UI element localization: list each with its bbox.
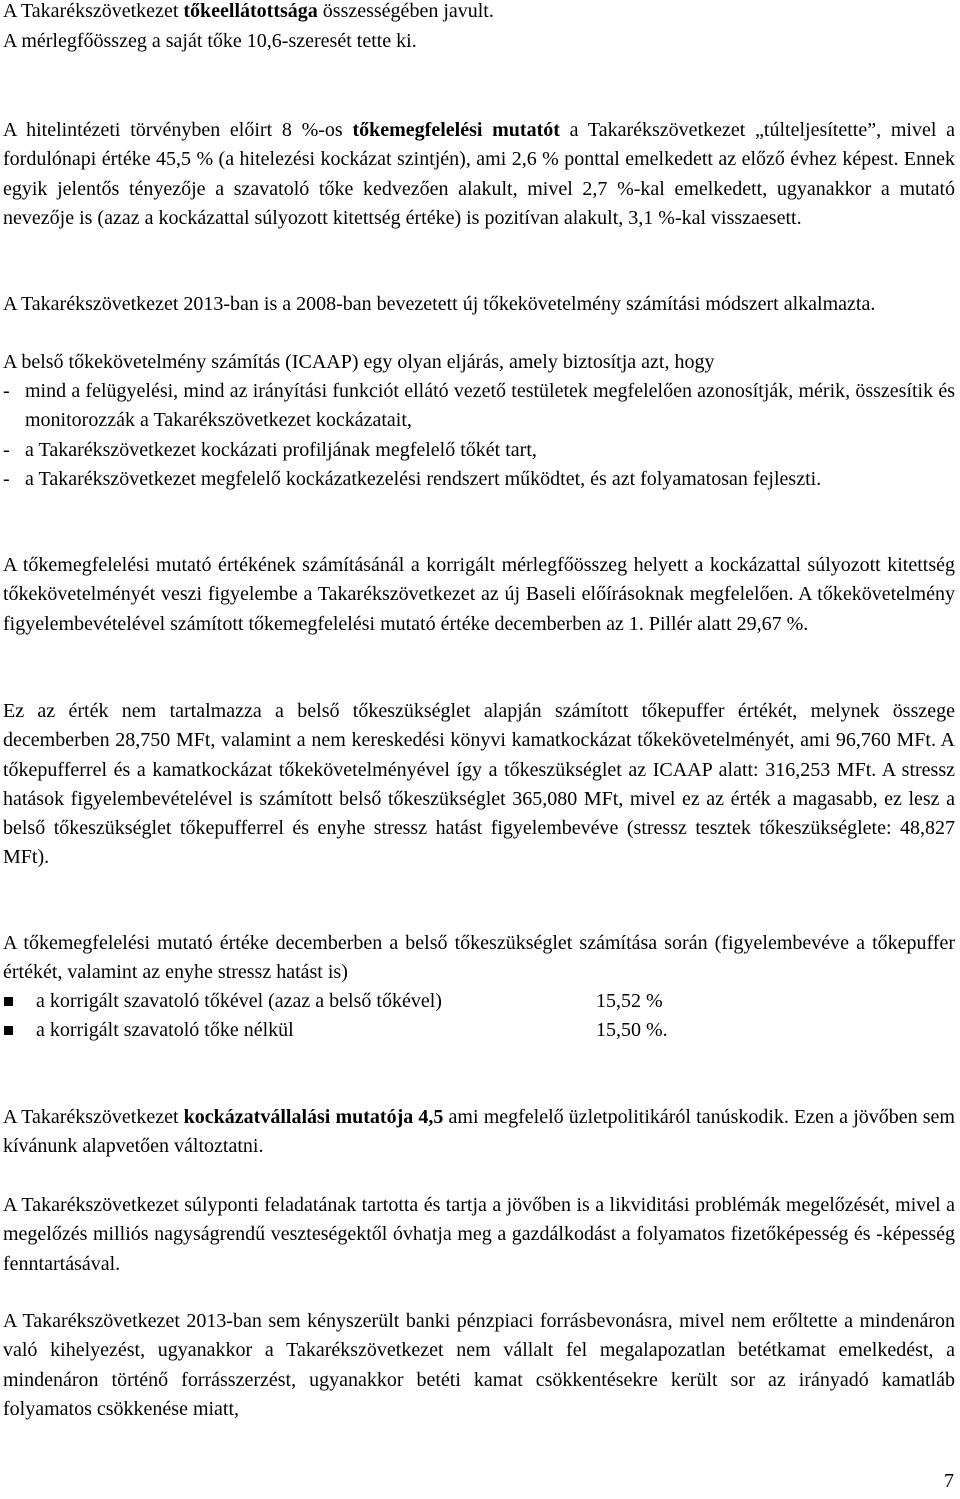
square-bullet-icon [4, 997, 13, 1006]
icaap-dash-list [3, 377, 955, 494]
bold-text: tőkeellátottsága [183, 0, 318, 22]
paragraph-balance-sheet-total: A mérlegfőösszeg a saját tőke 10,6-szeresét tette ki. [3, 30, 417, 52]
ratio-bullet-list [3, 987, 903, 1046]
paragraph-ratio-december: A tőkemegfelelési mutató értéke decemberben a belső tőkeszükséglet számítása során (figyelembevéve a tőkepuffer értékét, valamint az enyhe stressz hatást is) [3, 932, 955, 984]
page-number: 7 [944, 1470, 954, 1492]
list-item: - a Takarékszövetkezet megfelelő kockázatkezelési rendszert működtet, és azt folyamatosan fejleszti. [3, 465, 955, 494]
paragraph-capital-buffer: Ez az érték nem tartalmazza a belső tőkeszükséglet alapján számított tőkepuffer értékét, melynek összege decemberben 28,750 MFt, valamint a nem kereskedési könyvi kamatkockázat tőkekövetelményét, ami 96,760 MFt. A tőkepufferrel és a kamatkockázat tőkekövetelményével így a tőkeszükséglet az ICAAP alatt: 316,253 MFt. A stressz hatások figyelembevételével is számított belső tőkeszükséglet 365,080 MFt, mivel ez az érték a magasabb, ez lesz a belső tőkeszükséglet tőkepufferrel és enyhe stressz hatást figyelembevéve (stressz tesztek tőkeszükséglete: 48,827 MFt). [3, 700, 955, 869]
list-item: a korrigált szavatoló tőkével (azaz a belső tőkével) 15,52 % [3, 987, 903, 1016]
paragraph-icaap-intro: A belső tőkekövetelmény számítás (ICAAP) egy olyan eljárás, amely biztosítja azt, hogy [3, 351, 715, 373]
paragraph-liquidity: A Takarékszövetkezet súlyponti feladatának tartotta és tartja a jövőben is a likviditási problémák megelőzését, mivel a megelőzés milliós nagyságrendű veszteségektől óvhatja meg a gazdálkodást a folyamatos fizetőképesség és -képesség fenntartásával. [3, 1194, 955, 1275]
paragraph-capital-ratio: A hitelintézeti törvényben előirt 8 %-os tőkemegfelelési mutatót a Takarékszövetkezet „túlteljesítette”, mivel a fordulónapi értéke 45,5 % (a hitelezési kockázat szintjén), ami 2,6 % ponttal emelkedett az előző évhez képest. Ennek egyik jelentős tényezője a szavatoló tőke kedvezően alakult, mivel 2,7 %-kal emelkedett, ugyanakkor a mutató nevezője is (azaz a kockázattal súlyozott kitettség értéke) is pozitívan alakult, 3,1 %-kal visszaesett. [3, 119, 955, 229]
paragraph-capital-adequacy: A Takarékszövetkezet tőkeellátottsága összességében javult. [3, 0, 494, 22]
dash-marker: - [3, 438, 10, 461]
paragraph-funding: A Takarékszövetkezet 2013-ban sem kényszerült banki pénzpiaci forrásbevonásra, mivel nem erőltette a mindenáron való kihelyezést, ugyanakkor a Takarékszövetkezet nem vállalt fel megalapozatlan betétkamat emelkedést, a mindenáron történő forrásszerzést, ugyanakkor betéti kamat csökkentésekre került sor az irányadó kamatláb folyamatos csökkenése miatt, [3, 1310, 955, 1420]
bold-text: tőkemegfelelési mutatót [352, 119, 560, 141]
paragraph-method: A Takarékszövetkezet 2013-ban is a 2008-ban bevezetett új tőkekövetelmény számítási módszert alkalmazta. [3, 293, 876, 315]
dash-marker: - [3, 380, 10, 402]
paragraph-risk-indicator: A Takarékszövetkezet kockázatvállalási mutatója 4,5 ami megfelelő üzletpolitikáról tanúskodik. Ezen a jövőben sem kívánunk alapvetően változtatni. [3, 1106, 955, 1158]
square-bullet-icon [4, 1026, 13, 1035]
list-item: - a Takarékszövetkezet kockázati profiljának megfelelő tőkét tart, [3, 436, 955, 465]
paragraph-basel: A tőkemegfelelési mutató értékének számításánál a korrigált mérlegfőösszeg helyett a kockázattal súlyozott kitettség tőkekövetelményét veszi figyelembe a Takarékszövetkezet az új Baseli előírásoknak megfelelően. A tőkekövetelmény figyelembevételével számított tőkemegfelelési mutató értéke decemberben az 1. Pillér alatt 29,67 %. [3, 554, 955, 635]
dash-marker: - [3, 467, 10, 490]
bold-text: kockázatvállalási mutatója 4,5 [183, 1106, 444, 1128]
list-item: - mind a felügyelési, mind az irányítási funkciót ellátó vezető testületek megfelelően azonosítják, mérik, összesítik és monitorozzák a Takarékszövetkezet kockázatait, [3, 377, 955, 436]
list-item: a korrigált szavatoló tőke nélkül 15,50 %. [3, 1016, 903, 1045]
